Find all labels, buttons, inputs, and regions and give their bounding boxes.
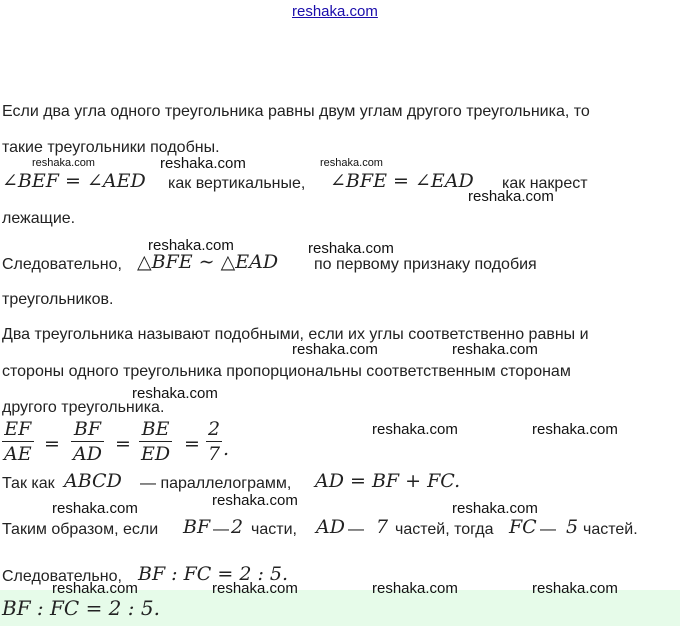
math-expression: AD = BF + FC. — [315, 470, 461, 492]
fraction-numerator: EF — [4, 418, 32, 440]
text-line: как накрест — [502, 175, 588, 192]
math-expression: BF : FC = 2 : 5. — [138, 563, 289, 585]
equals-sign: = — [44, 433, 60, 455]
fraction-numerator: 2 — [208, 418, 221, 440]
fraction-bar — [139, 441, 172, 442]
text-line: Следовательно, — [2, 568, 122, 585]
text-line: другого треугольника. — [2, 399, 165, 416]
text-line: лежащие. — [2, 210, 76, 227]
watermark: reshaka.com — [52, 500, 138, 517]
math-expression: △BFE ∼ △EAD — [137, 251, 279, 273]
watermark: reshaka.com — [372, 580, 458, 597]
equals-sign: = — [184, 433, 200, 455]
math-expression: AD — [316, 516, 345, 538]
equals-sign: = — [115, 433, 131, 455]
fraction-bar — [71, 441, 104, 442]
fraction — [206, 418, 222, 465]
watermark: reshaka.com — [372, 421, 458, 438]
watermark: reshaka.com — [532, 421, 618, 438]
watermark: reshaka.com — [160, 155, 246, 172]
fraction-numerator: BF — [73, 418, 102, 440]
math-expression: 2 — [231, 516, 244, 538]
text-line: частей. — [583, 521, 638, 538]
text-line: — — [213, 521, 229, 538]
fraction-denominator: 7 — [208, 443, 221, 466]
text-line: Так как — [2, 475, 55, 492]
text-line: по первому признаку подобия — [314, 256, 537, 273]
math-expression: 5 — [566, 516, 579, 538]
math-expression: 7 — [376, 516, 389, 538]
text-line: частей, тогда — [395, 521, 494, 538]
watermark: reshaka.com — [132, 385, 218, 402]
watermark: reshaka.com — [452, 341, 538, 358]
fraction — [71, 418, 104, 465]
math-expression: ∠BFE = ∠EAD — [330, 170, 474, 192]
text-line: Таким образом, если — [2, 521, 159, 538]
text-line: треугольников. — [2, 291, 114, 308]
text-line: — параллелограмм, — [140, 475, 292, 492]
fraction-numerator: BE — [141, 418, 170, 440]
text-line: — — [348, 521, 364, 538]
text-line: части, — [251, 521, 297, 538]
fraction-denominator: AD — [73, 443, 102, 466]
watermark: reshaka.com — [212, 580, 298, 597]
math-expression: BF — [183, 516, 211, 538]
text-line: такие треугольники подобны. — [2, 139, 220, 156]
fraction-denominator: ED — [141, 443, 171, 466]
fraction-denominator: AE — [4, 443, 32, 466]
watermark: reshaka.com — [32, 157, 95, 169]
math-expression: ABCD — [64, 470, 122, 492]
watermark: reshaka.com — [320, 157, 383, 169]
fraction — [139, 418, 172, 465]
text-line: как вертикальные, — [168, 175, 306, 192]
watermark: reshaka.com — [468, 188, 554, 205]
watermark: reshaka.com — [212, 492, 298, 509]
text-line: — — [540, 521, 556, 538]
text-line: Следовательно, — [2, 256, 122, 273]
period: . — [223, 438, 230, 460]
math-expression: ∠BEF = ∠AED — [2, 170, 146, 192]
watermark: reshaka.com — [452, 500, 538, 517]
watermark: reshaka.com — [308, 240, 394, 257]
fraction — [2, 418, 34, 465]
watermark: reshaka.com — [532, 580, 618, 597]
answer-expression: BF : FC = 2 : 5. — [2, 596, 160, 620]
watermark: reshaka.com — [148, 237, 234, 254]
site-link[interactable]: reshaka.com — [292, 3, 378, 20]
watermark: reshaka.com — [292, 341, 378, 358]
text-line: стороны одного треугольника пропорциональны соответственным сторонам — [2, 363, 571, 380]
text-line: Два треугольника называют подобными, если их углы соответственно равны и — [2, 326, 589, 343]
math-expression: FC — [509, 516, 537, 538]
watermark: reshaka.com — [52, 580, 138, 597]
fraction-bar — [206, 441, 222, 442]
fraction-bar — [2, 441, 34, 442]
text-line: Если два угла одного треугольника равны двум углам другого треугольника, то — [2, 103, 590, 120]
